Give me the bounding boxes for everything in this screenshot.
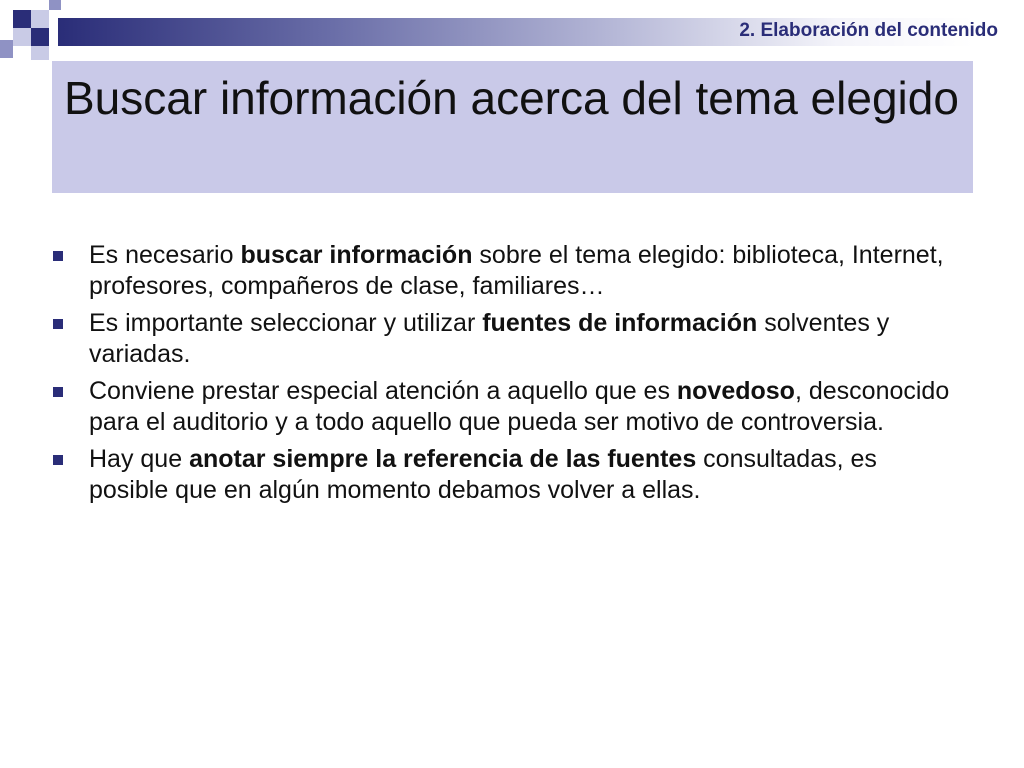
- bullet-emphasis: fuentes de información: [482, 309, 758, 337]
- square-bullet-icon: [53, 251, 63, 261]
- bullet-list: [50, 240, 960, 512]
- square-bullet-icon: [53, 455, 63, 465]
- bullet-item: [50, 240, 960, 302]
- decor-square: [13, 28, 31, 46]
- bullet-text: solventes y variadas.: [89, 309, 890, 368]
- bullet-text: consultadas, es posible que en algún momento debamos volver a ellas.: [89, 445, 877, 504]
- square-bullet-icon: [53, 387, 63, 397]
- bullet-emphasis: novedoso: [676, 377, 795, 405]
- bullet-item: [50, 444, 960, 506]
- decor-square: [31, 46, 49, 60]
- title-box: [52, 61, 973, 193]
- decor-square: [13, 10, 31, 28]
- decor-square: [31, 28, 49, 46]
- bullet-text: Conviene prestar especial atención a aquello que es: [89, 377, 677, 405]
- bullet-text: sobre el tema elegido: biblioteca, Internet, profesores, compañeros de clase, familiares…: [89, 241, 944, 300]
- decor-square: [0, 40, 13, 58]
- slide-title: Buscar información acerca del tema elegido: [64, 72, 959, 124]
- bullet-emphasis: anotar siempre la referencia de las fuentes: [189, 445, 697, 473]
- bullet-text: Hay que: [89, 445, 190, 473]
- section-label: 2. Elaboración del contenido: [739, 20, 998, 41]
- decor-square: [31, 10, 49, 28]
- bullet-item: [50, 376, 960, 438]
- square-bullet-icon: [53, 319, 63, 329]
- bullet-emphasis: buscar información: [240, 241, 473, 269]
- bullet-text: Es importante seleccionar y utilizar: [89, 309, 483, 337]
- bullet-text: , desconocido para el auditorio y a todo aquello que pueda ser motivo de controversia.: [89, 377, 950, 436]
- bullet-text: Es necesario: [89, 241, 241, 269]
- bullet-item: [50, 308, 960, 370]
- decor-square: [49, 0, 61, 10]
